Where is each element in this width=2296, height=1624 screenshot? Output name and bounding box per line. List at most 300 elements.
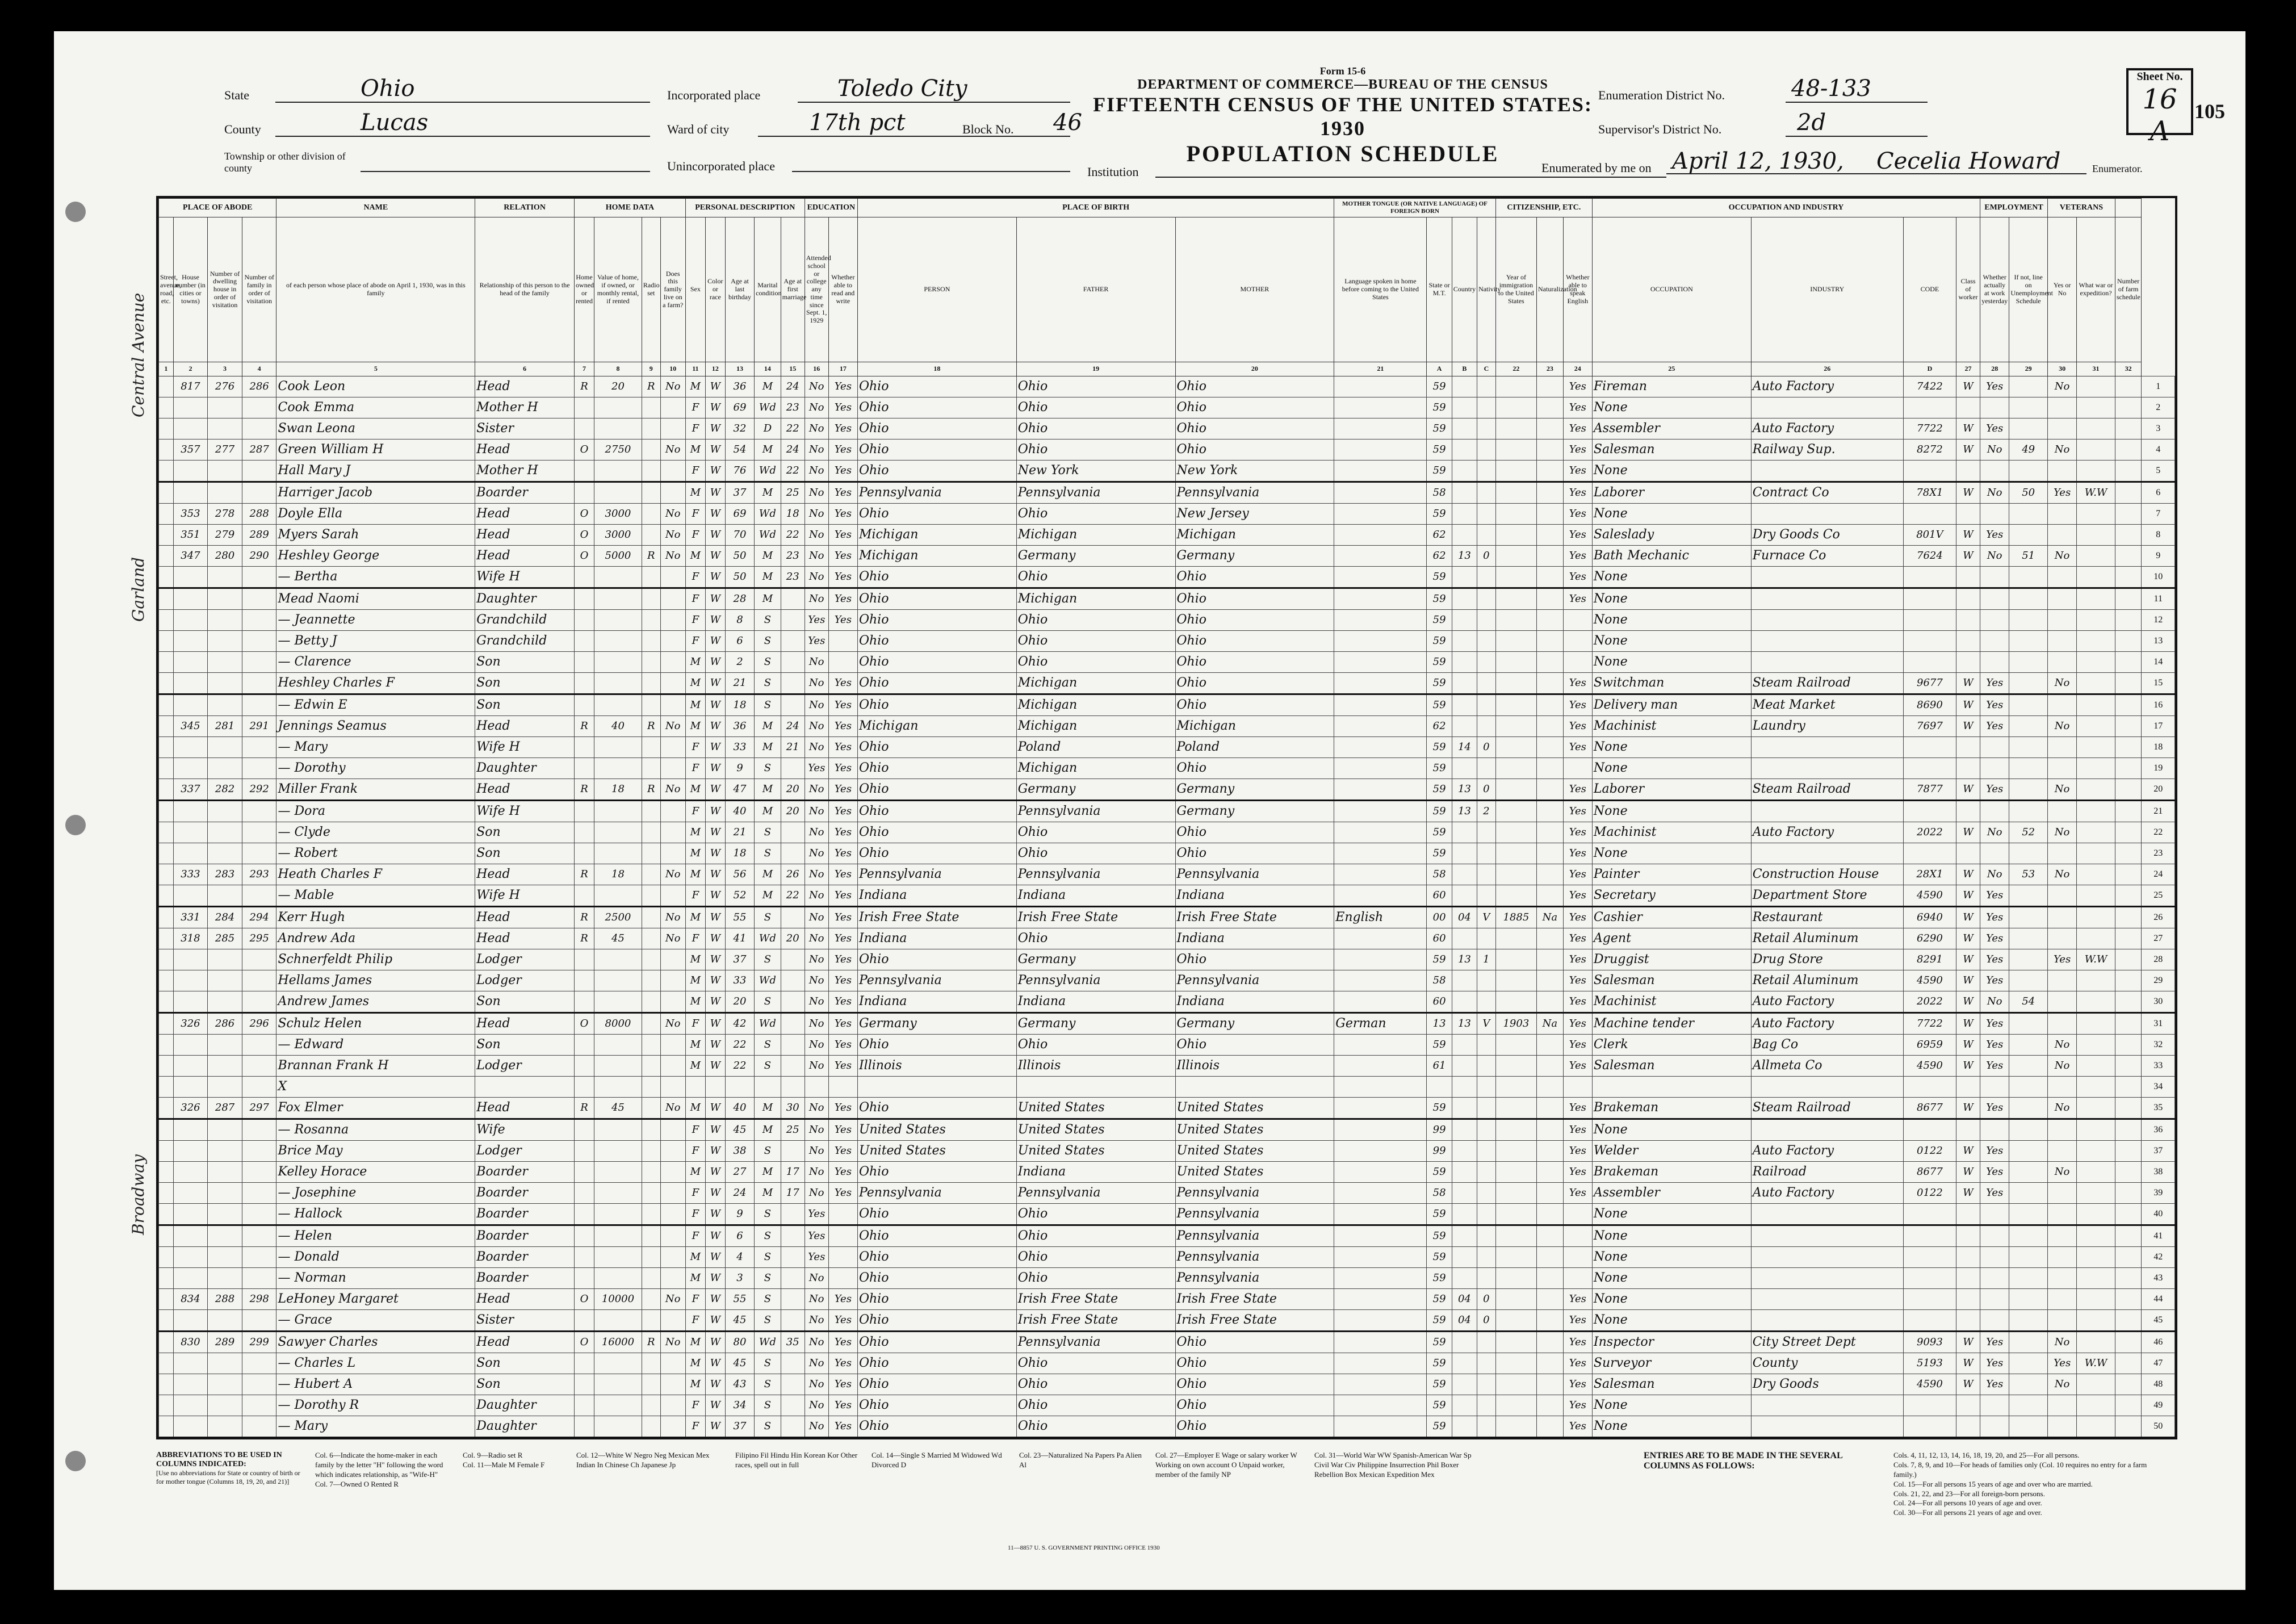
cell-rw: Yes <box>828 567 857 588</box>
cell-rw: Yes <box>828 1332 857 1353</box>
cell-mbp: Ohio <box>1175 758 1334 779</box>
cell-nat <box>1477 1225 1496 1247</box>
table-row <box>159 928 2175 949</box>
cell-val: 2750 <box>594 440 642 461</box>
cell-rw: Yes <box>828 1119 857 1141</box>
cell-yr <box>1495 376 1536 397</box>
cell-rel: Head <box>475 864 575 885</box>
cell-dw <box>208 991 242 1013</box>
cell-lang <box>1334 1395 1427 1416</box>
cell-dw: 282 <box>208 779 242 801</box>
cell-house: 357 <box>173 440 208 461</box>
cell-age: 42 <box>725 1013 754 1035</box>
cell-code: 59 <box>1427 1268 1452 1289</box>
cell-work: Yes <box>1980 928 2009 949</box>
cell-line: 5 <box>2142 461 2175 482</box>
cell-farm <box>660 1077 685 1098</box>
cell-oc: 28X1 <box>1903 864 1956 885</box>
cell-street <box>159 631 174 652</box>
cell-val: 16000 <box>594 1332 642 1353</box>
table-row <box>159 1374 2175 1395</box>
cell-street <box>159 928 174 949</box>
cell-rw: Yes <box>828 461 857 482</box>
cell-farm <box>660 652 685 673</box>
cell-ind <box>1751 1289 1903 1310</box>
cell-rel: Son <box>475 694 575 716</box>
cell-mar: M <box>755 588 781 610</box>
cell-val <box>594 1225 642 1247</box>
cell-race: W <box>705 1268 725 1289</box>
cell-race: W <box>705 694 725 716</box>
cell-fs <box>2115 1141 2142 1162</box>
cell-natz <box>1537 885 1564 907</box>
cell-dw <box>208 673 242 694</box>
cell-natz <box>1537 376 1564 397</box>
cell-fam <box>242 1056 276 1077</box>
cell-farm <box>660 1353 685 1374</box>
abbrev-col6 <box>315 1451 451 1489</box>
cell-fam <box>242 673 276 694</box>
cell-mbp: Ohio <box>1175 1353 1334 1374</box>
cell-oc: 4590 <box>1903 970 1956 991</box>
cell-occ: None <box>1592 631 1751 652</box>
cell-dw <box>208 610 242 631</box>
cell-own <box>575 801 594 822</box>
cell-line: 29 <box>2142 970 2175 991</box>
cell-eng: Yes <box>1563 1056 1592 1077</box>
cell-ind: Contract Co <box>1751 482 1903 504</box>
cell-fs <box>2115 1268 2142 1289</box>
cell-vet: No <box>2047 546 2076 567</box>
cell-farm <box>660 1416 685 1438</box>
cell-work: Yes <box>1980 376 2009 397</box>
cell-dw: 285 <box>208 928 242 949</box>
abbrev-text: Col. 6—Indicate the home-maker in each family by the letter "H" following the word which indicates relationship, as "Wife-H" <box>315 1451 443 1479</box>
cell-dw <box>208 1162 242 1183</box>
cell-house <box>173 737 208 758</box>
cell-war <box>2077 928 2115 949</box>
cell-rel: Mother H <box>475 461 575 482</box>
cell-street <box>159 1289 174 1310</box>
column-number: 23 <box>1537 362 1564 376</box>
cell-occ: Fireman <box>1592 376 1751 397</box>
abbrev-text: Col. 12—White W Negro Neg Mexican Mex Indian In Chinese Ch Japanese Jp <box>576 1451 710 1469</box>
cell-bp: Ohio <box>857 1204 1016 1225</box>
cell-work: No <box>1980 440 2009 461</box>
cell-radio <box>642 1098 660 1119</box>
cell-val <box>594 588 642 610</box>
cell-cc <box>1452 1416 1477 1438</box>
table-row <box>159 1416 2175 1438</box>
cell-name: Green William H <box>276 440 475 461</box>
cell-code: 59 <box>1427 822 1452 843</box>
cell-dw: 279 <box>208 525 242 546</box>
cell-cc <box>1452 822 1477 843</box>
cell-sex: F <box>685 1225 705 1247</box>
cell-fam <box>242 1268 276 1289</box>
cell-rel: Head <box>475 504 575 525</box>
cell-cc <box>1452 1141 1477 1162</box>
cell-rel: Son <box>475 673 575 694</box>
column-header: Whether able to read and write <box>828 217 857 362</box>
cell-line: 32 <box>2142 1035 2175 1056</box>
cell-val: 45 <box>594 928 642 949</box>
cell-ind <box>1751 1077 1903 1098</box>
cell-occ: None <box>1592 1310 1751 1332</box>
cell-age: 20 <box>725 991 754 1013</box>
table-row <box>159 991 2175 1013</box>
cell-fbp: Michigan <box>1016 525 1175 546</box>
cell-fm: 22 <box>781 418 805 440</box>
cell-lang: German <box>1334 1013 1427 1035</box>
table-row <box>159 376 2175 397</box>
cell-fam <box>242 1183 276 1204</box>
cell-sex: M <box>685 1162 705 1183</box>
cell-work <box>1980 1395 2009 1416</box>
table-row <box>159 1141 2175 1162</box>
column-number: 13 <box>725 362 754 376</box>
cell-sch: No <box>805 588 828 610</box>
cell-age: 50 <box>725 567 754 588</box>
cell-street <box>159 1225 174 1247</box>
cell-radio <box>642 737 660 758</box>
cell-race: W <box>705 1013 725 1035</box>
cell-ind: Dry Goods <box>1751 1374 1903 1395</box>
cell-house <box>173 418 208 440</box>
cell-name: Sawyer Charles <box>276 1332 475 1353</box>
cell-fm <box>781 1374 805 1395</box>
cell-vet <box>2047 694 2076 716</box>
cell-rel: Son <box>475 652 575 673</box>
cell-val <box>594 1416 642 1438</box>
table-row <box>159 1162 2175 1183</box>
cell-own <box>575 567 594 588</box>
cell-line: 2 <box>2142 397 2175 418</box>
cell-eng: Yes <box>1563 482 1592 504</box>
cell-dw <box>208 1247 242 1268</box>
cell-race: W <box>705 1098 725 1119</box>
cell-name: Andrew James <box>276 991 475 1013</box>
cell-street <box>159 1141 174 1162</box>
cell-occ: None <box>1592 588 1751 610</box>
cell-line: 27 <box>2142 928 2175 949</box>
cell-oc: 8690 <box>1903 694 1956 716</box>
cell-cc <box>1452 418 1477 440</box>
cell-val <box>594 1183 642 1204</box>
cell-nat: 0 <box>1477 779 1496 801</box>
cell-nat <box>1477 1077 1496 1098</box>
cell-line: 20 <box>2142 779 2175 801</box>
cell-lang <box>1334 822 1427 843</box>
cell-sch: No <box>805 843 828 864</box>
cell-street <box>159 1119 174 1141</box>
column-header: What war or expedition? <box>2077 217 2115 362</box>
cell-rw: Yes <box>828 864 857 885</box>
table-row <box>159 525 2175 546</box>
cell-name: Heath Charles F <box>276 864 475 885</box>
table-row <box>159 907 2175 928</box>
cell-code: 58 <box>1427 482 1452 504</box>
cell-age: 6 <box>725 1225 754 1247</box>
cell-race: W <box>705 567 725 588</box>
cell-fbp: Germany <box>1016 949 1175 970</box>
cell-radio <box>642 1204 660 1225</box>
cell-lang <box>1334 1056 1427 1077</box>
cell-name: Doyle Ella <box>276 504 475 525</box>
cell-line: 11 <box>2142 588 2175 610</box>
cell-fs <box>2115 1374 2142 1395</box>
cell-ind: Steam Railroad <box>1751 779 1903 801</box>
cell-fam <box>242 610 276 631</box>
cell-house: 830 <box>173 1332 208 1353</box>
cell-fam <box>242 1353 276 1374</box>
cell-cw: W <box>1956 1162 1980 1183</box>
cell-work: Yes <box>1980 1035 2009 1056</box>
cell-sch: No <box>805 801 828 822</box>
cell-name: — Clarence <box>276 652 475 673</box>
cell-val <box>594 1353 642 1374</box>
cell-house <box>173 631 208 652</box>
cell-dw <box>208 1395 242 1416</box>
cell-eng: Yes <box>1563 504 1592 525</box>
cell-dw: 289 <box>208 1332 242 1353</box>
cell-mar: M <box>755 779 781 801</box>
cell-fs <box>2115 907 2142 928</box>
cell-war <box>2077 1013 2115 1035</box>
column-header: PERSON <box>857 217 1016 362</box>
cell-mbp: United States <box>1175 1162 1334 1183</box>
cell-nat: 1 <box>1477 949 1496 970</box>
cell-street <box>159 1035 174 1056</box>
cell-mar: M <box>755 1098 781 1119</box>
cell-nat <box>1477 1035 1496 1056</box>
cell-radio <box>642 440 660 461</box>
cell-fs <box>2115 1416 2142 1438</box>
cell-farm <box>660 397 685 418</box>
cell-mar: Wd <box>755 1332 781 1353</box>
cell-bp: Ohio <box>857 1374 1016 1395</box>
cell-val: 3000 <box>594 525 642 546</box>
cell-natz: Na <box>1537 1013 1564 1035</box>
state-value: Ohio <box>361 76 415 102</box>
cell-vet <box>2047 801 2076 822</box>
cell-natz <box>1537 1310 1564 1332</box>
table-row <box>159 694 2175 716</box>
cell-dw: 281 <box>208 716 242 737</box>
cell-bp: Ohio <box>857 610 1016 631</box>
cell-fm: 22 <box>781 885 805 907</box>
cell-yr <box>1495 928 1536 949</box>
cell-cc <box>1452 610 1477 631</box>
cell-lang <box>1334 482 1427 504</box>
group-header: VETERANS <box>2047 199 2115 217</box>
column-header: Country <box>1452 217 1477 362</box>
cell-unemp <box>2009 1247 2048 1268</box>
cell-mar: S <box>755 1289 781 1310</box>
cell-nat <box>1477 1119 1496 1141</box>
cell-fam <box>242 822 276 843</box>
cell-sch: No <box>805 1013 828 1035</box>
cell-oc: 8272 <box>1903 440 1956 461</box>
cell-sch: Yes <box>805 610 828 631</box>
cell-ind <box>1751 1416 1903 1438</box>
ward-field <box>667 110 906 137</box>
cell-code: 59 <box>1427 504 1452 525</box>
cell-work <box>1980 1310 2009 1332</box>
cell-street <box>159 1395 174 1416</box>
cell-street <box>159 376 174 397</box>
cell-val: 5000 <box>594 546 642 567</box>
cell-sex: F <box>685 1204 705 1225</box>
cell-radio <box>642 1289 660 1310</box>
cell-yr <box>1495 1183 1536 1204</box>
cell-rw: Yes <box>828 418 857 440</box>
cell-race: W <box>705 631 725 652</box>
cell-oc: 8677 <box>1903 1098 1956 1119</box>
cell-sch: No <box>805 440 828 461</box>
cell-occ: Salesman <box>1592 1374 1751 1395</box>
cell-occ: None <box>1592 610 1751 631</box>
column-number: 20 <box>1175 362 1334 376</box>
cell-natz <box>1537 694 1564 716</box>
cell-cw <box>1956 1119 1980 1141</box>
column-number: 16 <box>805 362 828 376</box>
cell-fs <box>2115 1162 2142 1183</box>
cell-code: 59 <box>1427 418 1452 440</box>
cell-ind: Steam Railroad <box>1751 673 1903 694</box>
cell-mar: S <box>755 1374 781 1395</box>
cell-fm <box>781 970 805 991</box>
cell-code: 59 <box>1427 1374 1452 1395</box>
cell-ind: Auto Factory <box>1751 418 1903 440</box>
cell-fam <box>242 418 276 440</box>
cell-age: 54 <box>725 440 754 461</box>
cell-eng: Yes <box>1563 525 1592 546</box>
column-header: Number of family in order of visitation <box>242 217 276 362</box>
cell-cw: W <box>1956 1013 1980 1035</box>
cell-fam <box>242 567 276 588</box>
schedule-title: POPULATION SCHEDULE <box>1186 141 1499 166</box>
cell-radio <box>642 418 660 440</box>
cell-sex: M <box>685 1056 705 1077</box>
abbrev-block <box>156 1451 304 1486</box>
cell-name: Harriger Jacob <box>276 482 475 504</box>
cell-war <box>2077 758 2115 779</box>
cell-mbp: Irish Free State <box>1175 1310 1334 1332</box>
cell-yr: 1903 <box>1495 1013 1536 1035</box>
cell-natz <box>1537 1247 1564 1268</box>
cell-name: Mead Naomi <box>276 588 475 610</box>
cell-natz <box>1537 801 1564 822</box>
cell-radio <box>642 991 660 1013</box>
cell-age: 8 <box>725 610 754 631</box>
cell-radio <box>642 970 660 991</box>
cell-sch: No <box>805 1332 828 1353</box>
cell-bp: Ohio <box>857 1310 1016 1332</box>
cell-fam: 290 <box>242 546 276 567</box>
cell-farm <box>660 418 685 440</box>
cell-occ: None <box>1592 397 1751 418</box>
cell-race: W <box>705 970 725 991</box>
cell-lang <box>1334 1416 1427 1438</box>
cell-work: No <box>1980 991 2009 1013</box>
sheet-label: Sheet No. <box>2136 70 2183 83</box>
cell-rw: Yes <box>828 1162 857 1183</box>
cell-val <box>594 1374 642 1395</box>
cell-mbp: Ohio <box>1175 1035 1334 1056</box>
cell-mbp: New Jersey <box>1175 504 1334 525</box>
cell-dw <box>208 631 242 652</box>
cell-cc <box>1452 504 1477 525</box>
cell-yr <box>1495 525 1536 546</box>
cell-bp: Ohio <box>857 1247 1016 1268</box>
cell-eng: Yes <box>1563 1098 1592 1119</box>
cell-line: 35 <box>2142 1098 2175 1119</box>
column-number: 26 <box>1751 362 1903 376</box>
cell-yr <box>1495 504 1536 525</box>
cell-natz <box>1537 1162 1564 1183</box>
cell-code: 59 <box>1427 610 1452 631</box>
cell-code: 00 <box>1427 907 1452 928</box>
cell-radio <box>642 504 660 525</box>
cell-name: Fox Elmer <box>276 1098 475 1119</box>
cell-work <box>1980 843 2009 864</box>
cell-vet <box>2047 1204 2076 1225</box>
cell-name: Andrew Ada <box>276 928 475 949</box>
cell-mar: Wd <box>755 461 781 482</box>
cell-eng: Yes <box>1563 1183 1592 1204</box>
cell-fbp: Ohio <box>1016 1204 1175 1225</box>
cell-street <box>159 1013 174 1035</box>
cell-street <box>159 885 174 907</box>
cell-fm: 17 <box>781 1183 805 1204</box>
cell-radio <box>642 525 660 546</box>
cell-oc: 7697 <box>1903 716 1956 737</box>
cell-cw: W <box>1956 418 1980 440</box>
cell-cw <box>1956 1225 1980 1247</box>
cell-natz <box>1537 525 1564 546</box>
cell-name: Cook Emma <box>276 397 475 418</box>
cell-mar: S <box>755 907 781 928</box>
divider <box>361 171 650 172</box>
cell-eng: Yes <box>1563 1013 1592 1035</box>
cell-lang <box>1334 1289 1427 1310</box>
cell-house <box>173 694 208 716</box>
cell-code: 60 <box>1427 991 1452 1013</box>
cell-name: — Bertha <box>276 567 475 588</box>
cell-work <box>1980 461 2009 482</box>
cell-sch: No <box>805 1310 828 1332</box>
cell-bp: Ohio <box>857 418 1016 440</box>
group-header: RELATION <box>475 199 575 217</box>
cell-race: W <box>705 907 725 928</box>
cell-own <box>575 461 594 482</box>
cell-oc: 801V <box>1903 525 1956 546</box>
cell-street <box>159 737 174 758</box>
cell-farm <box>660 1247 685 1268</box>
cell-rw: Yes <box>828 907 857 928</box>
cell-house <box>173 1162 208 1183</box>
cell-code: 59 <box>1427 1035 1452 1056</box>
cell-lang <box>1334 1332 1427 1353</box>
cell-nat <box>1477 610 1496 631</box>
cell-vet <box>2047 418 2076 440</box>
cell-work <box>1980 397 2009 418</box>
cell-eng <box>1563 1204 1592 1225</box>
cell-bp: Ohio <box>857 1162 1016 1183</box>
cell-radio <box>642 843 660 864</box>
cell-vet: No <box>2047 1098 2076 1119</box>
